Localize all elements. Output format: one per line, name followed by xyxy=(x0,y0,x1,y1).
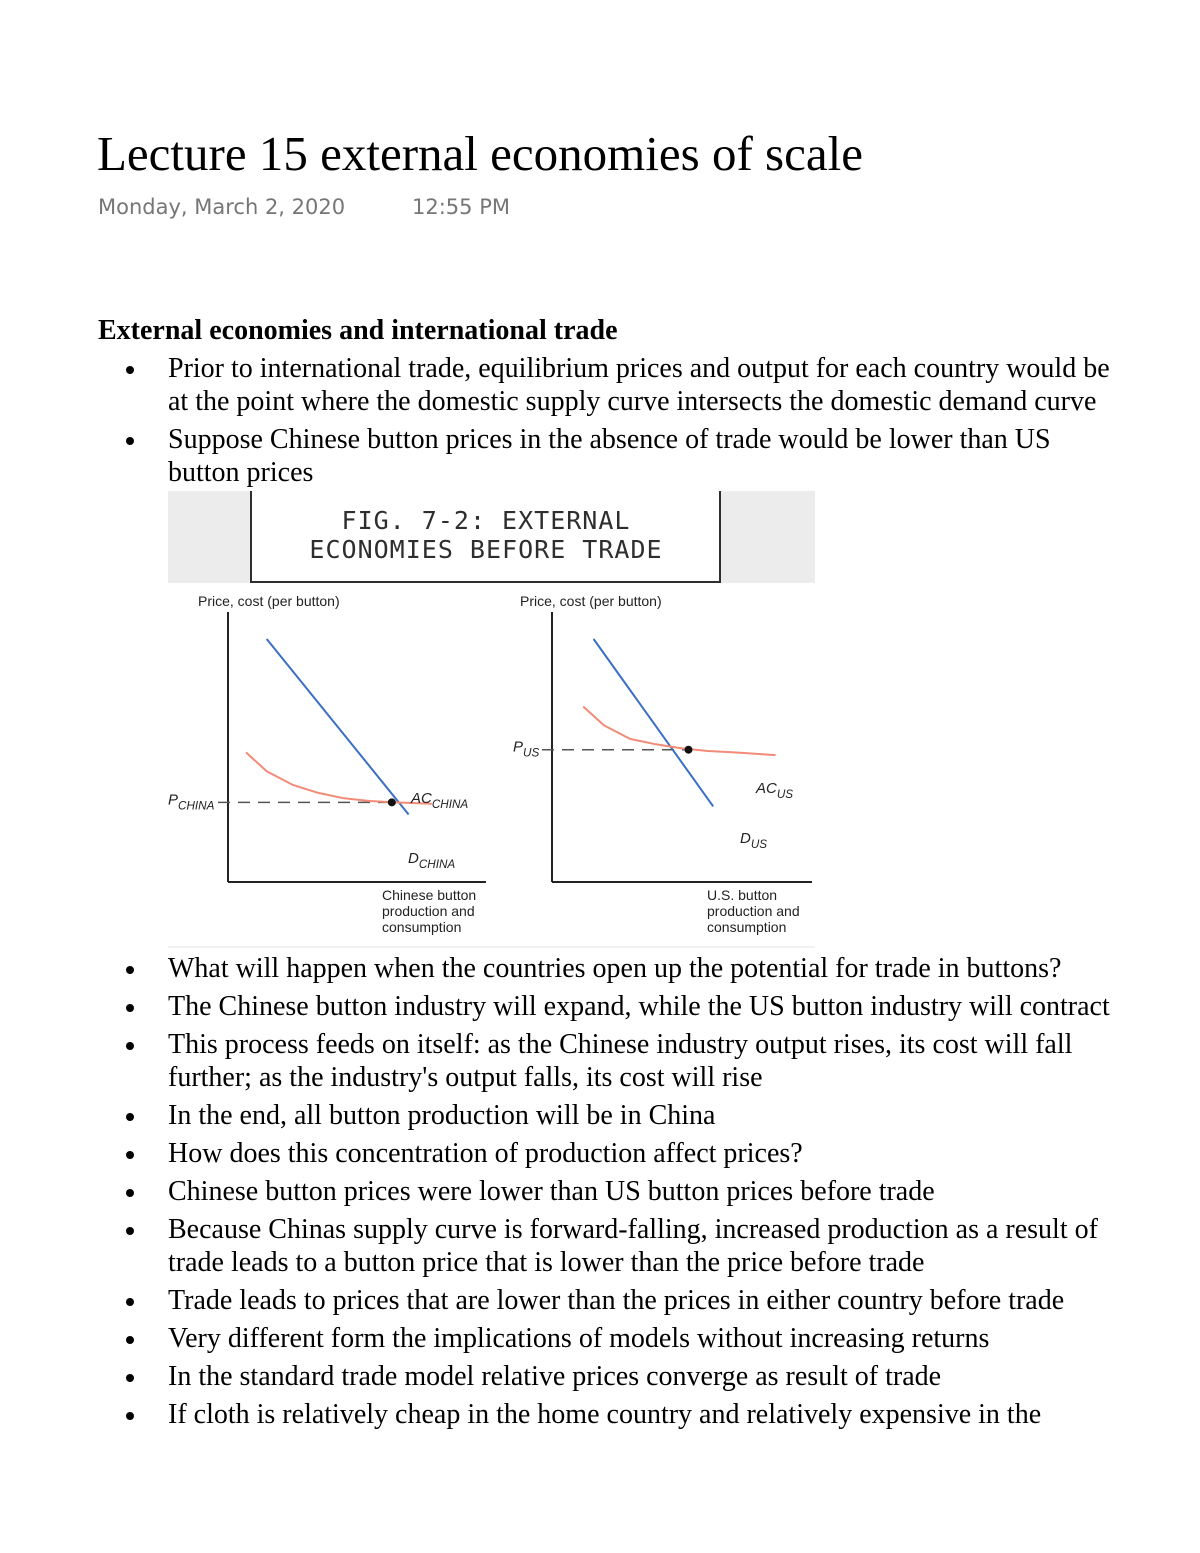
bullet-text: This process feeds on itself: as the Chinese industry output rises, its cost will fall xyxy=(168,1029,1073,1060)
page-date: Monday, March 2, 2020 xyxy=(98,195,346,219)
bullet-dot-icon xyxy=(126,1374,134,1382)
bullet-dot-icon xyxy=(126,1336,134,1344)
bullet-item xyxy=(0,1398,1200,1431)
bullet-dot-icon xyxy=(126,966,134,974)
bullet-text: Very different form the implications of models without increasing returns xyxy=(168,1323,990,1354)
bullet-item xyxy=(0,1213,1200,1279)
bullet-dot-icon xyxy=(126,1298,134,1306)
bullet-text: Trade leads to prices that are lower than the prices in either country before trade xyxy=(168,1285,1065,1316)
equilibrium-point xyxy=(388,798,396,806)
bullet-item xyxy=(0,1175,1200,1208)
bullet-dot-icon xyxy=(126,1412,134,1420)
y-axis-label: Price, cost (per button) xyxy=(198,593,340,609)
bullet-text: at the point where the domestic supply curve intersects the domestic demand curve xyxy=(168,386,1097,417)
figure-title-line1: FIG. 7-2: EXTERNAL xyxy=(341,506,631,535)
bullet-text: Suppose Chinese button prices in the absence of trade would be lower than US xyxy=(168,424,1051,455)
bullet-item xyxy=(0,1137,1200,1170)
x-axis-label-line: production and xyxy=(707,903,800,919)
bullet-text: Chinese button prices were lower than US button prices before trade xyxy=(168,1176,935,1207)
bullet-text: button prices xyxy=(168,457,314,488)
bullet-list-before-figure xyxy=(0,352,1200,494)
bullet-text: What will happen when the countries open up the potential for trade in buttons? xyxy=(168,953,1062,984)
average-cost-curve xyxy=(246,752,432,803)
bullet-item xyxy=(0,352,1200,418)
bullet-item xyxy=(0,1360,1200,1393)
chart-panel-china xyxy=(168,593,486,935)
x-axis-label-line: Chinese button xyxy=(382,887,477,903)
bullet-item xyxy=(0,1322,1200,1355)
figure-external-economies xyxy=(168,491,815,949)
bullet-text: How does this concentration of production affect prices? xyxy=(168,1138,803,1169)
x-axis-label-line: consumption xyxy=(707,919,787,935)
bullet-dot-icon xyxy=(126,1042,134,1050)
bullet-text: Prior to international trade, equilibrium prices and output for each country would be xyxy=(168,353,1110,384)
bullet-item xyxy=(0,990,1200,1023)
average-cost-curve xyxy=(583,707,775,756)
bullet-dot-icon xyxy=(126,1189,134,1197)
x-axis-label-line: consumption xyxy=(382,919,462,935)
page-title: Lecture 15 external economies of scale xyxy=(97,126,863,181)
x-axis-label-line: U.S. button xyxy=(707,887,778,903)
bullet-text: In the end, all button production will be in China xyxy=(168,1100,716,1131)
bullet-text: If cloth is relatively cheap in the home country and relatively expensive in the xyxy=(168,1399,1042,1430)
bullet-dot-icon xyxy=(126,366,134,374)
price-label: $P_{US}$ xyxy=(513,738,540,760)
bullet-text: further; as the industry's output falls, its cost will rise xyxy=(168,1062,763,1093)
section-heading: External economies and international trade xyxy=(98,315,618,346)
bullet-item xyxy=(0,1028,1200,1094)
bullet-dot-icon xyxy=(126,1227,134,1235)
y-axis-label: Price, cost (per button) xyxy=(520,593,662,609)
bullet-item xyxy=(0,952,1200,985)
equilibrium-point xyxy=(685,746,693,754)
figure-title-line2: ECONOMIES BEFORE TRADE xyxy=(309,535,663,564)
average-cost-curve-label: $AC_{US}$ xyxy=(756,780,794,801)
chart-panel-us xyxy=(513,593,812,935)
demand-curve-label: $D_{CHINA}$ xyxy=(408,850,456,871)
demand-curve xyxy=(594,639,714,806)
bullet-dot-icon xyxy=(126,437,134,445)
demand-curve xyxy=(267,639,409,815)
chart-panels xyxy=(168,593,812,935)
bullet-item xyxy=(0,423,1200,489)
bullet-text: Because Chinas supply curve is forward-falling, increased production as a result of xyxy=(168,1214,1098,1245)
figure-svg xyxy=(168,491,815,949)
bullet-text: In the standard trade model relative prices converge as result of trade xyxy=(168,1361,942,1392)
bullet-dot-icon xyxy=(126,1004,134,1012)
bullet-text: trade leads to a button price that is lower than the price before trade xyxy=(168,1247,925,1278)
demand-curve-label: $D_{US}$ xyxy=(740,830,768,851)
x-axis-label-line: production and xyxy=(382,903,475,919)
price-label: $P_{CHINA}$ xyxy=(168,791,215,813)
bullet-item xyxy=(0,1284,1200,1317)
bullet-text: The Chinese button industry will expand, while the US button industry will contract xyxy=(168,991,1110,1022)
bullet-dot-icon xyxy=(126,1151,134,1159)
page-time: 12:55 PM xyxy=(412,195,510,219)
average-cost-curve-label: $AC_{CHINA}$ xyxy=(411,790,469,811)
bullet-list-after-figure xyxy=(0,952,1200,1436)
bullet-dot-icon xyxy=(126,1113,134,1121)
bullet-item xyxy=(0,1099,1200,1132)
